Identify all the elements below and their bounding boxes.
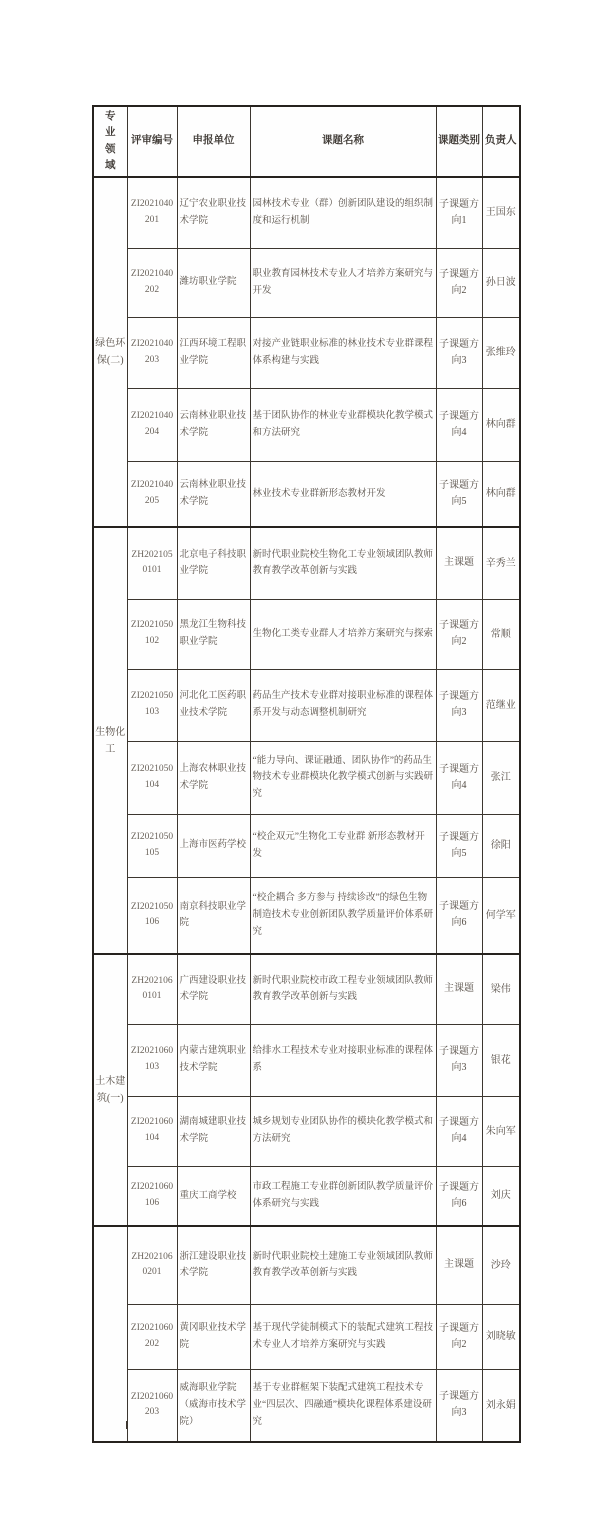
- table-row: [93, 177, 520, 248]
- table-row: [93, 669, 520, 741]
- category-cell: 子课题方向3: [436, 317, 482, 388]
- category-cell: 子课题方向5: [436, 461, 482, 527]
- unit-cell: 广西建设职业技术学院: [177, 954, 250, 1024]
- unit-cell: 内蒙古建筑职业技术学院: [177, 1024, 250, 1096]
- title-cell: 市政工程施工专业群创新团队教学质量评价体系研究与实践: [250, 1166, 436, 1226]
- title-cell: 职业教育园林技术专业人才培养方案研究与开发: [250, 248, 436, 317]
- header-cell-title: 课题名称: [250, 106, 436, 177]
- unit-cell: 黄冈职业技术学院: [177, 1304, 250, 1369]
- leader-cell: 辛秀兰: [482, 527, 520, 599]
- leader-cell: 梁伟: [482, 954, 520, 1024]
- table-row: [93, 461, 520, 527]
- title-cell: 林业技术专业群新形态教材开发: [250, 461, 436, 527]
- leader-cell: 张维玲: [482, 317, 520, 388]
- table-row: [93, 317, 520, 388]
- leader-cell: 常顺: [482, 599, 520, 669]
- unit-cell: 云南林业职业技术学院: [177, 388, 250, 461]
- code-cell: ZI2021040205: [127, 461, 177, 527]
- table-row: [93, 954, 520, 1024]
- leader-cell: 林向群: [482, 461, 520, 527]
- title-cell: 新时代职业院校土建施工专业领域团队教师教育教学改革创新与实践: [250, 1226, 436, 1304]
- category-cell: 子课题方向3: [436, 1369, 482, 1442]
- leader-cell: 刘晓敏: [482, 1304, 520, 1369]
- leader-cell: 范继业: [482, 669, 520, 741]
- unit-cell: 湖南城建职业技术学院: [177, 1096, 250, 1166]
- table-row: [93, 1369, 520, 1442]
- header-cell-unit: 申报单位: [177, 106, 250, 177]
- field-cell: [93, 1226, 127, 1442]
- category-cell: 主课题: [436, 527, 482, 599]
- code-cell: ZI2021040201: [127, 177, 177, 248]
- category-cell: 子课题方向4: [436, 1096, 482, 1166]
- code-cell: ZH2021060201: [127, 1226, 177, 1304]
- category-cell: 子课题方向4: [436, 388, 482, 461]
- header-row: [93, 106, 520, 177]
- leader-cell: 朱向军: [482, 1096, 520, 1166]
- leader-cell: 张江: [482, 741, 520, 814]
- field-cell: 绿色环保(二): [93, 177, 127, 527]
- leader-cell: 孙日波: [482, 248, 520, 317]
- unit-cell: 北京电子科技职业学院: [177, 527, 250, 599]
- category-cell: 子课题方向2: [436, 599, 482, 669]
- category-cell: 子课题方向3: [436, 1024, 482, 1096]
- code-cell: ZI2021050104: [127, 741, 177, 814]
- header-cell-code: 评审编号: [127, 106, 177, 177]
- code-cell: ZI2021060104: [127, 1096, 177, 1166]
- unit-cell: 辽宁农业职业技术学院: [177, 177, 250, 248]
- category-cell: 子课题方向3: [436, 669, 482, 741]
- unit-cell: 上海农林职业技术学院: [177, 741, 250, 814]
- table-row: [93, 1166, 520, 1226]
- code-cell: ZI2021050105: [127, 814, 177, 877]
- title-cell: 药品生产技术专业群对接职业标准的课程体系开发与动态调整机制研究: [250, 669, 436, 741]
- unit-cell: 河北化工医药职业技术学院: [177, 669, 250, 741]
- field-cell: 土木建筑(一): [93, 954, 127, 1226]
- title-cell: “校企耦合 多方参与 持续诊改”的绿色生物制造技术专业创新团队教学质量评价体系研究: [250, 877, 436, 954]
- leader-cell: 银花: [482, 1024, 520, 1096]
- title-cell: 新时代职业院校生物化工专业领域团队教师教育教学改革创新与实践: [250, 527, 436, 599]
- category-cell: 子课题方向2: [436, 1304, 482, 1369]
- category-cell: 子课题方向6: [436, 877, 482, 954]
- code-cell: ZI2021060103: [127, 1024, 177, 1096]
- category-cell: 子课题方向5: [436, 814, 482, 877]
- table-row: [93, 1226, 520, 1304]
- table-row: [93, 1024, 520, 1096]
- header-cell-leader: 负责人: [482, 106, 520, 177]
- code-cell: ZI2021040203: [127, 317, 177, 388]
- header-cell-field: 专业领域: [93, 106, 127, 177]
- field-cell: 生物化工: [93, 527, 127, 954]
- title-cell: 给排水工程技术专业对接职业标准的课程体系: [250, 1024, 436, 1096]
- unit-cell: 浙江建设职业技术学院: [177, 1226, 250, 1304]
- code-cell: ZI2021050102: [127, 599, 177, 669]
- code-cell: ZI2021060203: [127, 1369, 177, 1442]
- leader-cell: 林向群: [482, 388, 520, 461]
- table-row: [93, 1304, 520, 1369]
- title-cell: 新时代职业院校市政工程专业领域团队教师教育教学改革创新与实践: [250, 954, 436, 1024]
- category-cell: 子课题方向1: [436, 177, 482, 248]
- unit-cell: 潍坊职业学院: [177, 248, 250, 317]
- leader-cell: 王国东: [482, 177, 520, 248]
- title-cell: “能力导向、课证融通、团队协作”的药品生物技术专业群模块化教学模式创新与实践研究: [250, 741, 436, 814]
- category-cell: 子课题方向2: [436, 248, 482, 317]
- unit-cell: 黑龙江生物科技职业学院: [177, 599, 250, 669]
- unit-cell: 威海职业学院（威海市技术学院）: [177, 1369, 250, 1442]
- table-row: [93, 599, 520, 669]
- unit-cell: 江西环境工程职业学院: [177, 317, 250, 388]
- title-cell: 基于现代学徒制模式下的装配式建筑工程技术专业人才培养方案研究与实践: [250, 1304, 436, 1369]
- category-cell: 子课题方向6: [436, 1166, 482, 1226]
- title-cell: 基于团队协作的林业专业群模块化教学模式和方法研究: [250, 388, 436, 461]
- code-cell: ZI2021040204: [127, 388, 177, 461]
- title-cell: 园林技术专业（群）创新团队建设的组织制度和运行机制: [250, 177, 436, 248]
- leader-cell: 何学军: [482, 877, 520, 954]
- title-cell: 基于专业群框架下装配式建筑工程技术专业“四层次、四融通”模块化课程体系建设研究: [250, 1369, 436, 1442]
- title-cell: “校企双元”生物化工专业群 新形态教材开发: [250, 814, 436, 877]
- title-cell: 城乡规划专业团队协作的模块化教学模式和方法研究: [250, 1096, 436, 1166]
- leader-cell: 刘庆: [482, 1166, 520, 1226]
- table-row: [93, 248, 520, 317]
- title-cell: 对接产业链职业标准的林业技术专业群课程体系构建与实践: [250, 317, 436, 388]
- table-row: [93, 814, 520, 877]
- unit-cell: 云南林业职业技术学院: [177, 461, 250, 527]
- leader-cell: 徐阳: [482, 814, 520, 877]
- header-cell-category: 课题类别: [436, 106, 482, 177]
- leader-cell: 沙玲: [482, 1226, 520, 1304]
- code-cell: ZI2021060202: [127, 1304, 177, 1369]
- table-continuation-line: [126, 1421, 127, 1429]
- leader-cell: 刘永娟: [482, 1369, 520, 1442]
- table-row: [93, 1096, 520, 1166]
- code-cell: ZI2021060106: [127, 1166, 177, 1226]
- code-cell: ZI2021040202: [127, 248, 177, 317]
- code-cell: ZI2021050106: [127, 877, 177, 954]
- project-table: [92, 105, 521, 1443]
- table-row: [93, 527, 520, 599]
- table-continuation-line: [92, 1421, 94, 1429]
- category-cell: 子课题方向4: [436, 741, 482, 814]
- title-cell: 生物化工类专业群人才培养方案研究与探索: [250, 599, 436, 669]
- code-cell: ZI2021050103: [127, 669, 177, 741]
- unit-cell: 南京科技职业学院: [177, 877, 250, 954]
- unit-cell: 上海市医药学校: [177, 814, 250, 877]
- unit-cell: 重庆工商学校: [177, 1166, 250, 1226]
- code-cell: ZH2021050101: [127, 527, 177, 599]
- table-row: [93, 741, 520, 814]
- category-cell: 主课题: [436, 1226, 482, 1304]
- code-cell: ZH2021060101: [127, 954, 177, 1024]
- table-row: [93, 388, 520, 461]
- category-cell: 主课题: [436, 954, 482, 1024]
- table-row: [93, 877, 520, 954]
